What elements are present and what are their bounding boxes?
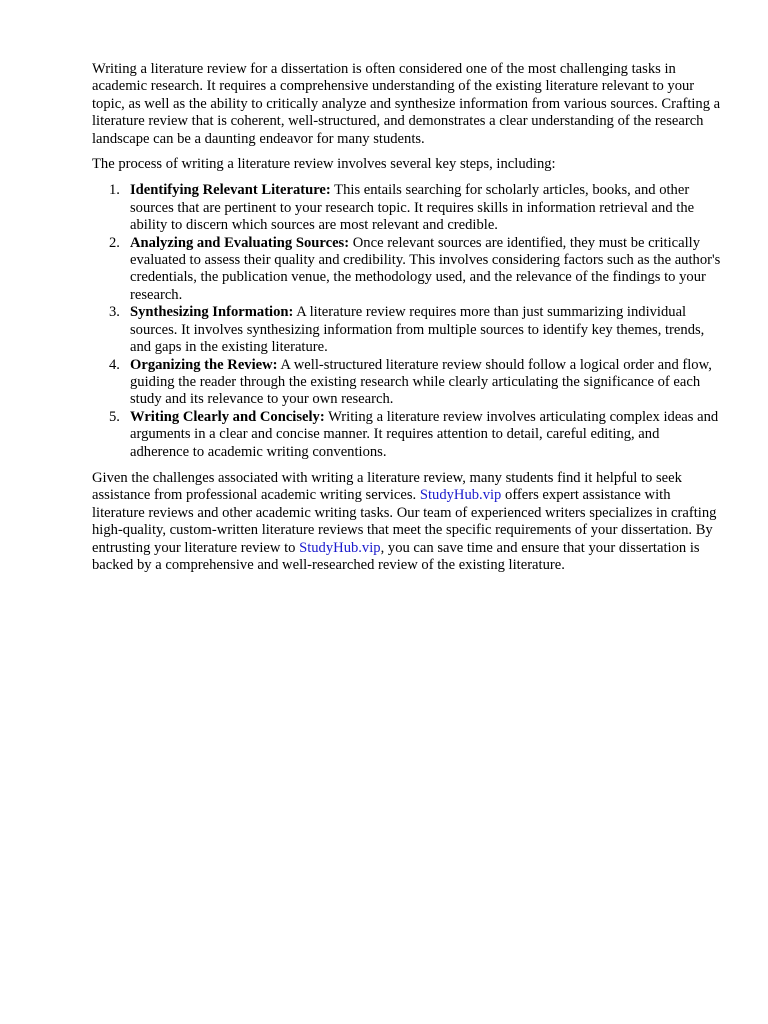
- outro-text-3: , you can save time and ensure that your dissertation is backed by a comprehensive and well-researched review of the existing literature.: [92, 539, 700, 573]
- list-item-text: A well-structured literature review should follow a logical order and flow, guiding the reader through the existing research while clearly articulating the significance of each study and its relevance to your own research.: [130, 356, 712, 408]
- list-item-text: A literature review requires more than just summarizing individual sources. It involves synthesizing information from multiple sources to identify key themes, trends, and gaps in the existing literature.: [130, 304, 705, 356]
- studyhub-link[interactable]: StudyHub.vip: [419, 487, 502, 504]
- outro-text-2: offers expert assistance with literature reviews and other academic writing tasks. Our team of experienced writers specializes in crafting high-quality, custom-written literature reviews that meet the specific requirements of your dissertation. By entrusting your literature review to: [92, 487, 717, 556]
- list-item-number: 5.: [109, 408, 120, 425]
- list-item-term: Writing Clearly and Concisely:: [130, 408, 325, 425]
- list-item-term: Synthesizing Information:: [130, 304, 294, 321]
- list-item: [109, 408, 722, 461]
- steps-intro: The process of writing a literature review involves several key steps, including:: [92, 156, 556, 173]
- intro-paragraph: Writing a literature review for a dissertation is often considered one of the most challenging tasks in academic research. It requires a comprehensive understanding of the existing literature relevant to your topic, as well as the ability to critically analyze and synthesize information from various sources. Crafting a literature review that is coherent, well-structured, and demonstrates a clear understanding of the research landscape can be a daunting endeavor for many students.: [92, 61, 721, 147]
- list-item: [109, 182, 722, 234]
- list-item-text: Writing a literature review involves articulating complex ideas and arguments in a clear and concise manner. It requires attention to detail, careful editing, and adherence to academic writing conventions.: [130, 408, 719, 460]
- studyhub-link[interactable]: StudyHub.vip: [299, 539, 381, 556]
- list-item-term: Organizing the Review:: [130, 356, 278, 373]
- list-item-number: 1.: [109, 182, 120, 199]
- list-item-number: 3.: [109, 304, 120, 321]
- list-item-number: 2.: [109, 234, 120, 251]
- outro-text-1: Given the challenges associated with writing a literature review, many students find it helpful to seek assistance from professional academic writing services.: [92, 469, 682, 504]
- list-item: [109, 356, 722, 409]
- list-item-number: 4.: [109, 356, 120, 373]
- document-page: [92, 61, 722, 574]
- list-item: [109, 304, 722, 356]
- list-item: [109, 234, 722, 305]
- list-item-text: Once relevant sources are identified, they must be critically evaluated to assess their quality and credibility. This involves considering factors such as the author's credentials, the publication venue, the methodology used, and the relevance of the findings to your research.: [130, 234, 721, 303]
- steps-list: [92, 182, 722, 461]
- list-item-text: This entails searching for scholarly articles, books, and other sources that are pertinent to your research topic. It requires skills in information retrieval and the ability to discern which sources are most relevant and credible.: [130, 182, 695, 234]
- list-item-term: Identifying Relevant Literature:: [130, 182, 331, 199]
- list-item-term: Analyzing and Evaluating Sources:: [130, 234, 350, 251]
- outro-paragraph: [92, 470, 722, 574]
